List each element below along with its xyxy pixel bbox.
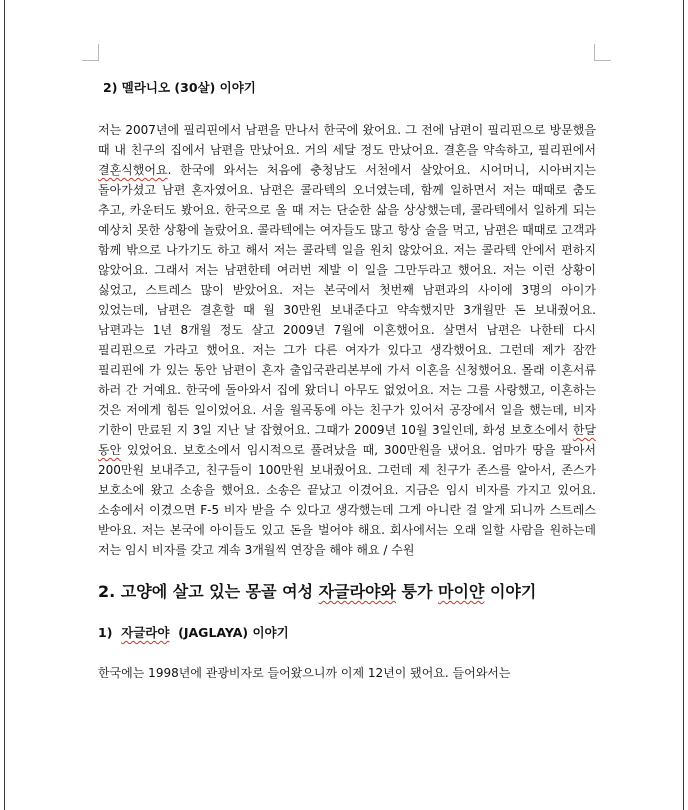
spellcheck-word: 마이얀 — [438, 582, 485, 601]
spellcheck-word: 한달 동안 — [98, 423, 596, 457]
section-heading-jaglaya-text: (JAGLAYA) 이야기 — [169, 625, 289, 640]
section-heading-jaglaya — [98, 623, 596, 643]
chapter-heading-text-3: 이야기 — [484, 582, 537, 601]
spellcheck-word: 자글라야와 — [318, 582, 396, 601]
document-body — [98, 78, 596, 683]
section-heading-jaglaya-number: 1) — [98, 625, 122, 640]
page-left-edge — [4, 0, 5, 810]
crop-mark-top-left — [82, 44, 99, 61]
spellcheck-word: 자글라야 — [121, 625, 170, 640]
paragraph-melanio-text-1: 저는 2007년에 필리핀에서 남편을 만나서 한국에 왔어요. 그 전에 남편이 필리핀으로 방문했을 때 내 친구의 집에서 남편을 만났어요. 거의 세달 정도 만났어요. 결혼을 약속하고, 필리핀에서 — [98, 123, 596, 157]
chapter-heading-text-2: 퉁가 — [395, 582, 438, 601]
paragraph-melanio-text-3: 있었어요. 보호소에서 임시적으로 풀려났을 때, 300만원을 냈어요. 엄마가 땅을 팔아서 200만원 보내주고, 친구들이 100만원 보내줬어요. 그런데 제 친구가 존스를 알아서, 존스가 보호소에 왔고 소송을 했어요. 소송은 끝났고 이겼어요. 지금은 임시 비자를 가지고 있어요. 소송에서 이겼으면 F-5 비자 받을 수 있다고 생각했는데 그게 아니란 걸 알게 되니까 스트레스 받아요. 저는 본국에 아이들도 있고 돈을 벌어야 해요. 회사에서는 오래 일할 사람을 원하는데 저는 임시 비자를 갖고 계속 3개월씩 연장을 해야 해요 / 수원 — [98, 443, 596, 557]
page-right-edge — [683, 0, 684, 810]
crop-mark-top-right — [594, 44, 611, 61]
paragraph-melanio-text-2: . 한국에 와서는 처음에 충청남도 서천에서 살았어요. 시어머니, 시아버지는 돌아가셨고 남편 혼자였어요. 남편은 콜라텍의 오너였는데, 함께 일하면서 저는 때때로 춤도 추고, 카운터도 봤어요. 한국으로 올 때 저는 단순한 삶을 상상했는데, 콜라텍에서 일하게 되는 예상치 못한 상황에 놀랐어요. 콜라텍에는 여자들도 많고 항상 술을 먹고, 남편은 때때로 고객과 함께 밖으로 나가기도 하고 해서 저는 콜라텍 일을 원치 않았어요. 저는 콜라텍 안에서 편하지 않았어요. 그래서 저는 남편한테 여러번 제발 이 일을 그만두라고 했어요. 저는 이런 상황이 싫었고, 스트레스 많이 받았어요. 저는 본국에서 첫번째 남편과의 사이에 3명의 아이가 있었는데, 남편은 결혼할 때 월 30만원 보내준다고 약속했지만 3개월만 돈 보내줬어요. 남편과는 1년 8개월 정도 살고 2009년 7월에 이혼했어요. 살면서 남편은 나한테 다시 필리핀으로 가라고 했어요. 저는 그가 다른 여자가 있다고 생각했어요. 그런데 제가 잠깐 필리핀에 가 있는 동안 남편이 혼자 출입국관리본부에 가서 이혼을 신청했어요. 몰래 이혼서류 하러 간 거예요. 한국에 돌아와서 집에 왔더니 아무도 없었어요. 저는 그를 사랑했고, 이혼하는 것은 저에게 힘든 일이었어요. 서울 월곡동에 아는 친구가 있어서 공장에서 일을 했는데, 비자 기한이 만료된 지 3일 지난 날 잡혔어요. 그때가 2009년 10월 3일인데, 화성 보호소에서 — [98, 163, 596, 437]
paragraph-melanio — [98, 120, 596, 560]
spellcheck-word: 결혼식했어요 — [98, 163, 168, 177]
paragraph-jaglaya: 한국에는 1998년에 관광비자로 들어왔으니까 이제 12년이 됐어요. 들어와서는 — [98, 666, 511, 680]
section-heading-melanio: 2) 멜라니오 (30살) 이야기 — [103, 80, 256, 95]
chapter-heading — [98, 581, 596, 603]
chapter-heading-text-1: 2. 고양에 살고 있는 몽골 여성 — [98, 582, 319, 601]
